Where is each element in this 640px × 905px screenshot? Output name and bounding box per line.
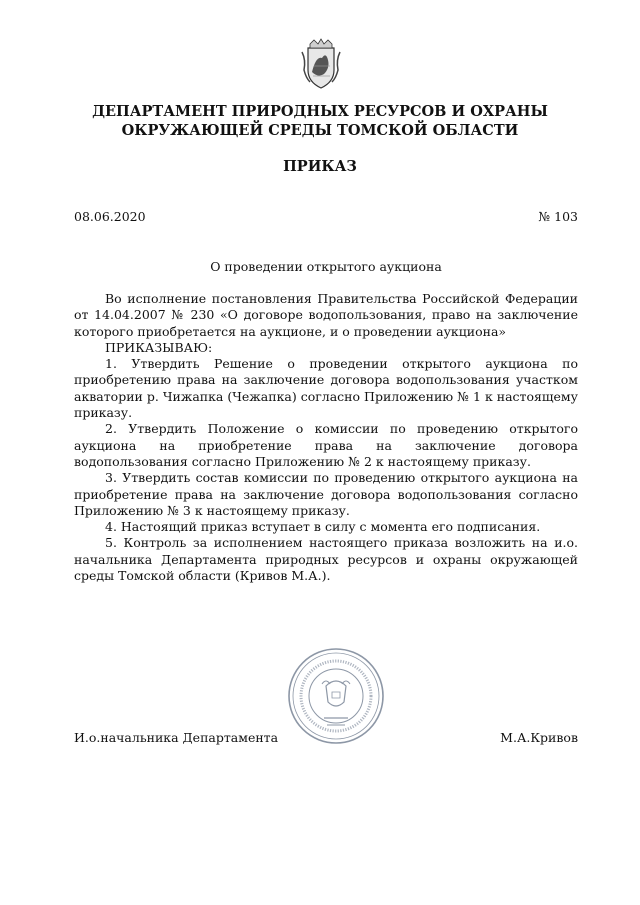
command-paragraph: ПРИКАЗЫВАЮ: (105, 339, 213, 355)
document-date: 08.06.2020 (74, 209, 146, 224)
document-type: ПРИКАЗ (283, 158, 357, 175)
document-subject: О проведении открытого аукциона (210, 259, 442, 274)
order-item: 5. Контроль за исполнением настоящего приказа возложить на и.о. начальника Департамента природных ресурсов и охраны окружающей среды Томской области (Кривов М.А.). (74, 535, 578, 584)
department-title-line1: ДЕПАРТАМЕНТ ПРИРОДНЫХ РЕСУРСОВ И ОХРАНЫ (92, 103, 548, 120)
signatory-position: И.о.начальника Департамента (74, 730, 279, 745)
official-seal-icon (286, 646, 386, 746)
signatory-name: М.А.Кривов (500, 730, 578, 745)
department-title (60, 102, 580, 140)
preamble-paragraph: Во исполнение постановления Правительства Российской Федерации от 14.04.2007 № 230 «О договоре водопользования, право на заключение которого приобретается на аукционе, и о проведении аукциона» (74, 291, 578, 339)
document-number: № 103 (538, 209, 578, 224)
order-item: 2. Утвердить Положение о комиссии по проведению открытого аукциона на приобретение права на заключение договора водопользования согласно Приложению № 2 к настоящему приказу. (74, 421, 578, 469)
department-title-line2: ОКРУЖАЮЩЕЙ СРЕДЫ ТОМСКОЙ ОБЛАСТИ (121, 122, 519, 139)
coat-of-arms-icon (300, 38, 342, 90)
order-item: 4. Настоящий приказ вступает в силу с момента его подписания. (105, 519, 541, 535)
order-item: 3. Утвердить состав комиссии по проведению открытого аукциона на приобретение права на заключение договора водопользования согласно Приложению № 3 к настоящему приказу. (74, 470, 578, 518)
document-body (74, 291, 578, 584)
order-item: 1. Утвердить Решение о проведении открытого аукциона по приобретению права на заключение договора водопользования участком акватории р. Чижапка (Чежапка) согласно Приложению № 1 к настоящему приказу. (74, 356, 578, 421)
